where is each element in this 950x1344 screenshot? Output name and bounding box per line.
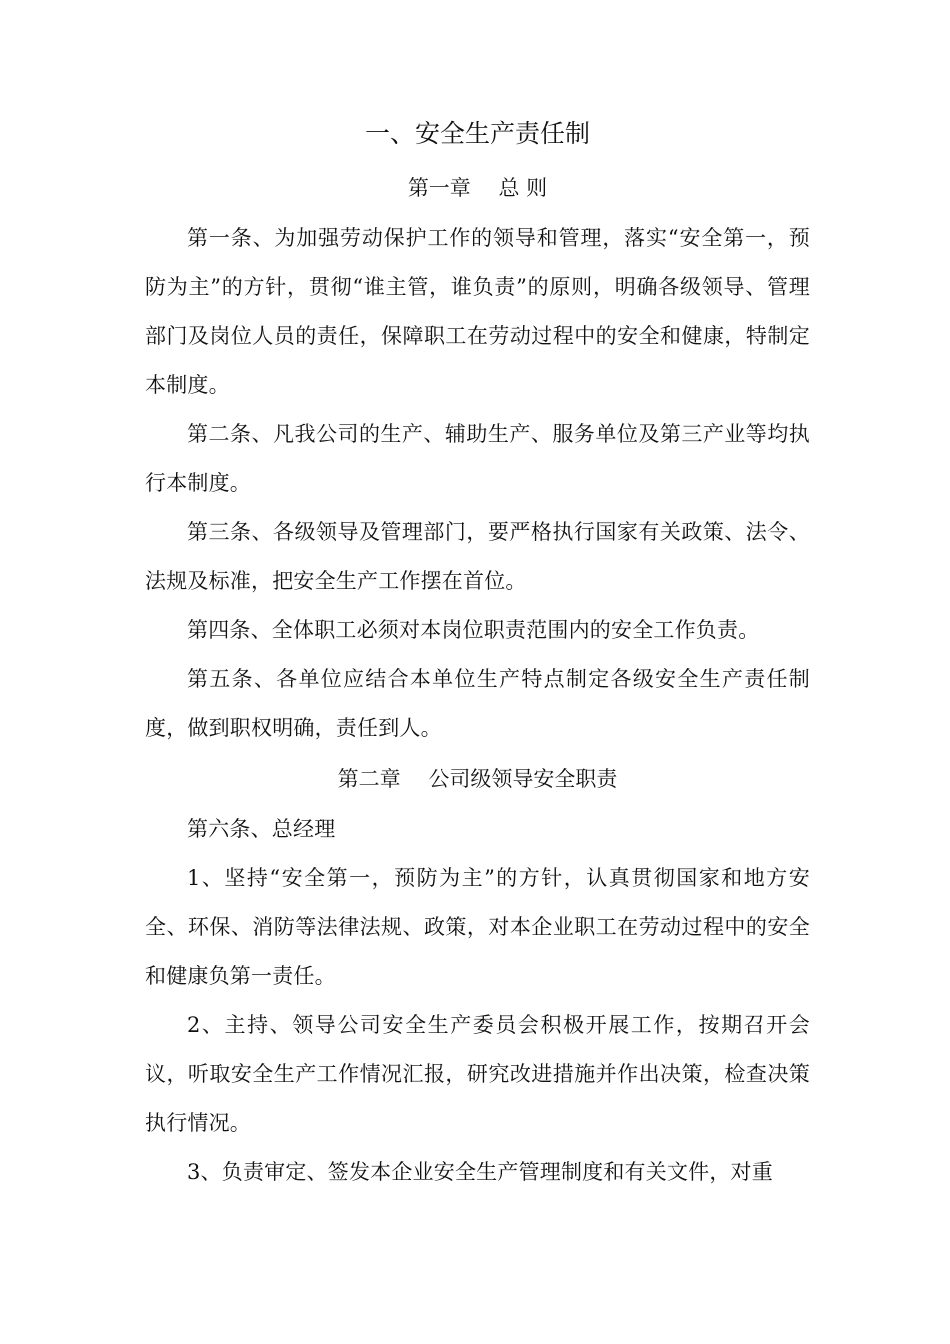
chapter-heading-2: 第二章 公司级领导安全职责: [337, 767, 618, 791]
document-body: [145, 108, 810, 1197]
item-1: 1、坚持“安全第一，预防为主”的方针，认真贯彻国家和地方安全、环保、消防等法律法规、政策，对本企业职工在劳动过程中的安全和健康负第一责任。: [145, 866, 810, 988]
item-2: 2、主持、领导公司安全生产委员会积极开展工作，按期召开会议，听取安全生产工作情况汇报，研究改进措施并作出决策，检查决策执行情况。: [145, 1013, 810, 1135]
document-title: 一、安全生产责任制: [364, 119, 590, 148]
article-6: 第六条、总经理: [187, 817, 336, 841]
article-4: 第四条、全体职工必须对本岗位职责范围内的安全工作负责。: [187, 618, 760, 642]
item-3: 3、负责审定、签发本企业安全生产管理制度和有关文件，对重: [187, 1160, 773, 1184]
article-3: 第三条、各级领导及管理部门，要严格执行国家有关政策、法令、法规及标准，把安全生产工作摆在首位。: [145, 520, 810, 593]
article-2: 第二条、凡我公司的生产、辅助生产、服务单位及第三产业等均执行本制度。: [145, 422, 810, 495]
article-1: 第一条、为加强劳动保护工作的领导和管理，落实“安全第一，预防为主”的方针，贯彻“谁主管，谁负责”的原则，明确各级领导、管理部门及岗位人员的责任，保障职工在劳动过程中的安全和健康，特制定本制度。: [145, 226, 810, 397]
article-5: 第五条、各单位应结合本单位生产特点制定各级安全生产责任制度，做到职权明确，责任到人。: [145, 667, 810, 740]
chapter-heading-1: 第一章 总 则: [407, 176, 548, 200]
